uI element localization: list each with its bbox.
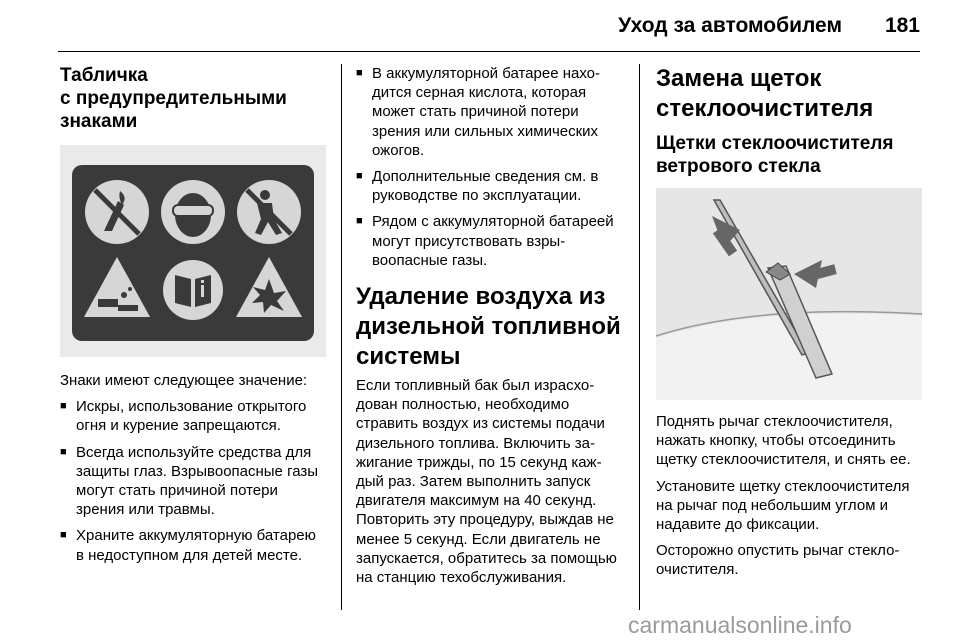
heading-line: системы: [356, 343, 461, 371]
header-title: Уход за автомобилем: [618, 14, 842, 37]
list-item: ■ В аккумуляторной батарее находится серная кислота, которая может стать причиной потери зрения или сильных химических ожогов.: [356, 64, 624, 160]
heading-line: знаками: [60, 111, 138, 132]
list-item: ■ Храните аккумуляторную батарею в недоступном для детей месте.: [60, 526, 326, 564]
wiper-blade-illustration: [656, 188, 922, 400]
column-right: [656, 64, 922, 587]
list-item: ■ Искры, использование открытого огня и курение запрещаются.: [60, 397, 326, 435]
watermark: carmanualsonline.info: [628, 612, 852, 638]
section-heading-diesel-bleeding: [356, 282, 624, 372]
heading-line: Замена щеток: [656, 65, 822, 92]
page-header: [0, 0, 960, 48]
section-heading-warning-labels: [60, 64, 326, 133]
subheading-windshield-wipers: [656, 132, 922, 178]
wiper-graphic: [656, 188, 922, 400]
signs-meaning-list: [60, 397, 326, 565]
wiper-step-1: Поднять рычаг стеклоочистителя, нажать кнопку, чтобы отсоединить щетку стеклоочистителя, и снять ее.: [656, 413, 911, 469]
warning-signs-illustration: [60, 145, 326, 357]
list-item: ■ Рядом с аккумуляторной батареей могут присутствовать взрывоопасные газы.: [356, 212, 624, 270]
heading-line: Удаление воздуха из: [356, 283, 606, 311]
heading-line: Табличка: [60, 65, 148, 86]
heading-line: дизельной топливной: [356, 313, 621, 341]
column-left: [60, 64, 326, 572]
wiper-step-3: Осторожно опустить рычаг стеклоочистителя.: [656, 542, 900, 579]
heading-line: ветрового стекла: [656, 156, 821, 177]
column-divider: [639, 64, 640, 610]
battery-warnings-list: [356, 64, 624, 270]
no-fire-sign-icon: [85, 180, 149, 244]
heading-line: стеклоочистителя: [656, 95, 874, 122]
read-manual-sign-icon: [163, 260, 223, 320]
column-middle: [356, 64, 624, 594]
list-item: ■ Всегда используйте средства для защиты глаз. Взрывоопасные газы могут стать причиной потери зрения или травмы.: [60, 443, 326, 520]
list-item: ■ Дополнительные сведения см. в руководстве по эксплуатации.: [356, 167, 624, 205]
column-divider: [341, 64, 342, 610]
keep-away-children-sign-icon: [237, 180, 301, 244]
eye-protection-sign-icon: [161, 180, 225, 244]
section-heading-wiper-replacement: [656, 64, 922, 124]
heading-line: с предупредительными: [60, 88, 287, 109]
page-number: 181: [884, 14, 920, 37]
wiper-step-2: Установите щетку стеклоочистителя на рычаг под небольшим углом и надавите до фиксации.: [656, 477, 910, 534]
signs-intro: Знаки имеют следующее значение:: [60, 372, 308, 389]
diesel-bleeding-text: Если топливный бак был израсходован полностью, необходимо стравить воздух из системы подачи дизельного топлива. Включить зажигание трижды, по 15 секунд каждый раз. Затем выполнить запуск двигателя максимум на 40 секунд. Повторить эту процедуру, выждав не менее 5 секунд. Если двигатель не запускается, обратитесь за помощью на станцию техобслуживания.: [356, 377, 617, 587]
warning-signs-graphic: [60, 145, 326, 357]
heading-line: Щетки стеклоочистителя: [656, 133, 894, 154]
header-rule: [58, 51, 920, 52]
